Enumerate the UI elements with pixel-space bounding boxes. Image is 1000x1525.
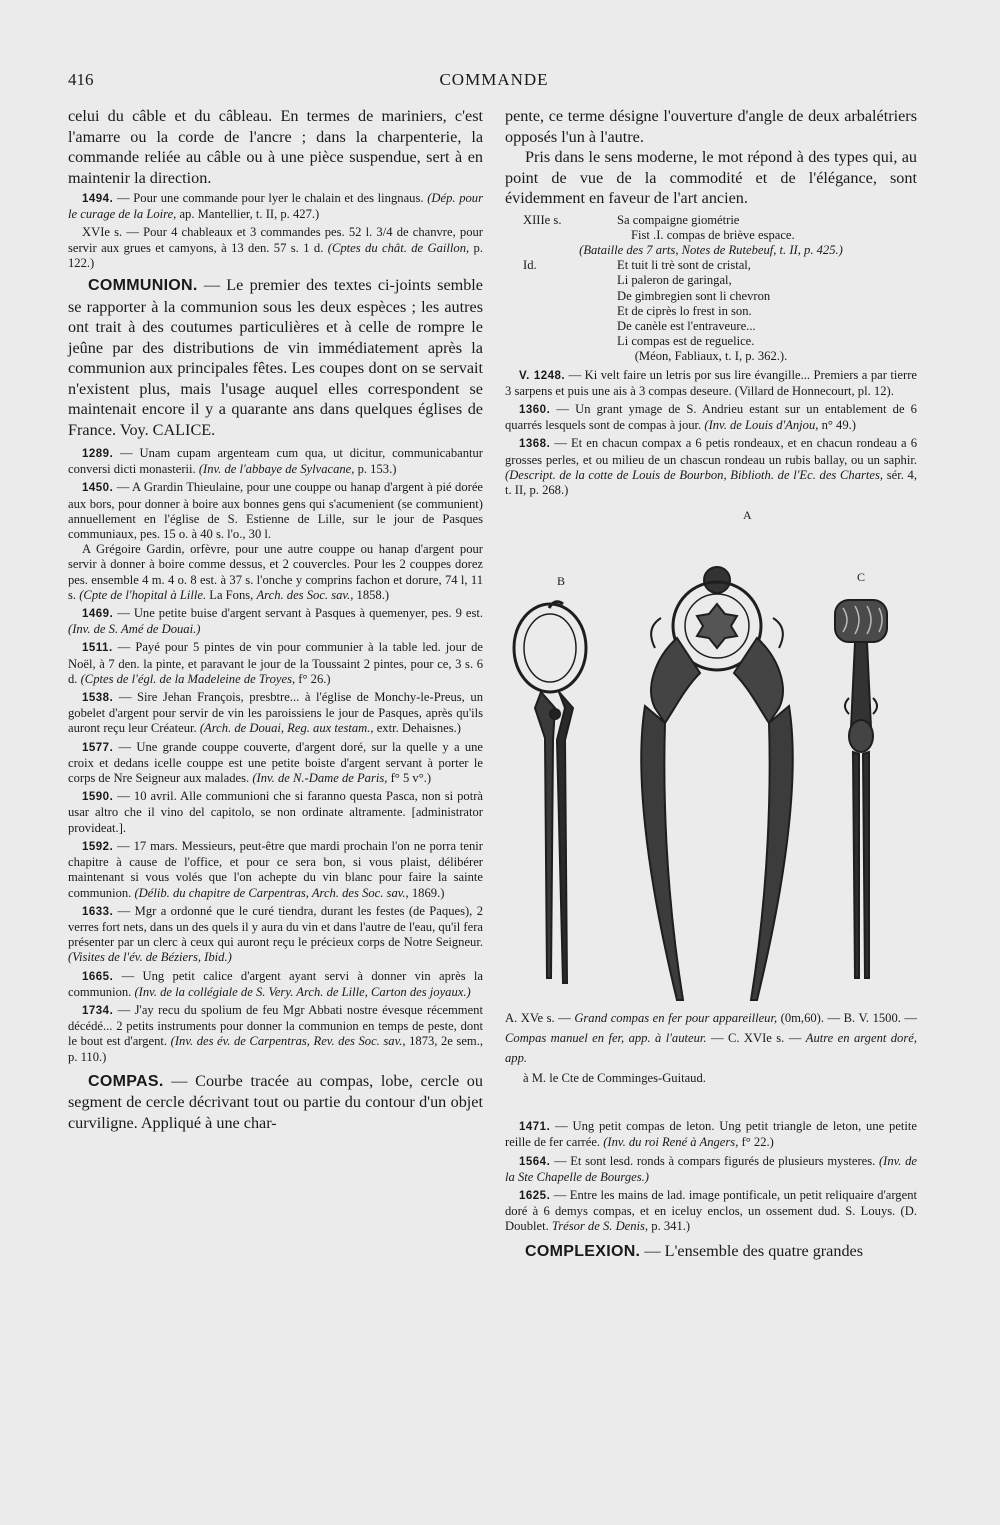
quotation: 1590. — 10 avril. Alle communioni che si faranno questa Pasca, non si potrà usar altro che il vino del capitolo, se non ordinate altramente. [administrator provideat.]. [68,789,483,835]
quotation: 1577. — Une grande couppe couverte, d'argent doré, sur la quelle y a une croix et dedans icelle couppe est une petite boiste d'argent servant à porter le corps de Nre Seigneur aux malades. (Inv. de N.-Dame de Paris, f° 5 v°.) [68,739,483,786]
figure-label-b: B [557,574,566,589]
quotation: 1538. — Sire Jehan François, presbtre... à l'église de Monchy-le-Preus, un gobelet d'argent pour servir de vin les paroissiens le jour de Pasques, après qu'ils auront reçu leur Créateur. (Arch. de Douai, Reg. aux testam., extr. Dehaisnes.) [68,690,483,736]
verse-quotation: Id. Et tuit li trè sont de cristal, Li paleron de garingal, De gimbregien sont li chevron Et de ciprès lo frest in son. De canèle est l'entraveure... Li compas est de reguelice. (Méon, Fabliaux, t. I, p. 362.). [505,258,917,364]
compasses-drawing [505,508,917,1008]
page-number: 416 [68,70,94,89]
quotation: 1494. — Pour une commande pour lyer le chalain et des lingnaus. (Dép. pour le curage de la Loire, ap. Mantellier, t. II, p. 427.) [68,191,484,222]
quotation: 1633. — Mgr a ordonné que le curé tiendra, durant les festes (de Paques), 2 verres fort nets, dans un des quels il y aura du vin et dans l'autre de l'eau, qu'il fera présenter par un clerc à ceux qui auront reçu le précieux corps de Notre Seigneur. (Visites de l'év. de Béziers, Ibid.) [68,903,483,965]
quotation: XVIe s. — Pour 4 chableaux et 3 commandes pes. 52 l. 3/4 de chanvre, pour servir aux grues et camyons, à 13 den. 57 s. 1 d. (Cptes du chât. de Gaillon, p. 122.) [68,225,483,270]
quotation: V. 1248. — Ki velt faire un letris por sus lire évangille... Premiers a par tierre 3 sarpens et puis une ais à 3 compas deseure. (Villard de Honnecourt, pl. 12). [505,367,917,398]
figure-label-a: A [743,508,752,523]
quotation: 1469. — Une petite buise d'argent servant à Pasques à quemenyer, pes. 9 est. (Inv. de S. Amé de Douai.) [68,606,483,637]
entry-term: COMPAS. [88,1072,164,1090]
paragraph: pente, ce terme désigne l'ouverture d'angle de deux arbalétriers opposés l'un à l'autre. [505,107,917,146]
right-column [505,106,917,1262]
quotation: A Grégoire Gardin, orfèvre, pour une autre couppe ou hanap d'argent pour servir à donner à boire comme dessus, et 2 couvercles. Pour les 2 couppes dorez pes. ensemble 4 m. 4 o. 8 est. à 37 s. l'onche y comprins fachon et dorure, 74 l, 11 s. (Cpte de l'hopital à Lille. La Fons, Arch. des Soc. sav., 1858.) [68,542,483,602]
verse-citation: (Méon, Fabliaux, t. I, p. 362.). [634,349,788,364]
entry-term: COMPLEXION. [525,1242,641,1260]
figure-caption: A. XVe s. — Grand compas en fer pour appareilleur, (0m,60). — B. V. 1500. — Compas manuel en fer, app. à l'auteur. — C. XVIe s. — Autre en argent doré, app. à M. le Cte de Comminges-Guitaud. [505,1011,918,1086]
entry-compas: COMPAS. — Courbe tracée au compas, lobe, cercle ou segment de cercle décrivant tout ou partie du contour d'un objet curviligne. Appliqué à une char- [68,1071,483,1132]
compasses-illustration [505,508,917,1008]
compass-b-icon [514,602,586,983]
paragraph: Pris dans le sens moderne, le mot répond à des types qui, au point de vue de la commodité et de l'élégance, sont évidemment en faveur de l'art ancien. [505,148,917,207]
compass-c-icon [835,600,887,978]
quotation: 1734. — J'ay recu du spolium de feu Mgr Abbati nostre évesque récemment décédé... 2 petits instruments pour donner la communion en temps de peste, dont le bout est d'argent. (Inv. des év. de Carpentras, Rev. des Soc. sav., 1873, 2e sem., p. 110.) [68,1002,484,1064]
quotation: 1665. — Ung petit calice d'argent ayant servi à donner vin après la communion. (Inv. de la collégiale de S. Very. Arch. de Lille, Carton des joyaux.) [68,968,483,999]
quotation: 1368. — Et en chacun compax a 6 petis rondeaux, et en chacun rondeau a 6 grosses perles, et ou milieu de un chascun rondeau un rubis ballay, ou un saphir. (Descript. de la cotte de Louis de Bourbon, Biblioth. de l'Ec. des Chartes, sér. 4, t. II, p. 268.) [505,436,917,497]
compass-a-icon [641,567,792,1000]
entry-term: COMMUNION. [88,277,198,295]
quotation: 1360. — Un grant ymage de S. Andrieu estant sur un entablement de 6 quarrés lesquels sont de compas à jour. (Inv. de Louis d'Anjou, n° 49.) [505,401,917,433]
quotation: 1289. — Unam cupam argenteam cum qua, ut dicitur, communicabantur conversi dicti monasterii. (Inv. de l'abbaye de Sylvacane, p. 153.) [68,446,483,477]
quotation: 1511. — Payé pour 5 pintes de vin pour communier à la table led. jour de Noël, à 7 den. la pinte, et paravant le jour de la Toussaint 2 pintes, pour ce, 3 s. 6 d. (Cptes de l'égl. de la Madeleine de Troyes, f° 26.) [68,640,483,686]
verse-quotation: XIIIe s. Sa compaigne giométrie Fist .I. compas de briève espace. (Bataille des 7 arts, Notes de Rutebeuf, t. II, p. 425.) [505,213,917,259]
page-header [68,70,920,96]
spacer [505,1088,917,1116]
quotation: 1471. — Ung petit compas de leton. Ung petit triangle de leton, une petite reille de fer carrée. (Inv. du roi René à Angers, f° 22.) [505,1119,917,1150]
figure-label-c: C [857,570,866,585]
running-title: COMMANDE [439,70,549,89]
left-column [68,106,483,1133]
quotation: 1625. — Entre les mains de lad. image pontificale, un petit reliquaire d'argent doré à 6 demys compas, et en iceluy enclos, un ossement dud. S. Louys. (D. Doublet. Trésor de S. Denis, p. 341.) [505,1187,917,1234]
quotation: 1450. — A Grardin Thieulaine, pour une couppe ou hanap d'argent à pié dorée aux bors, pour donner à boire aux bonnes gens qui s'acumenient (se communient) annuellement en l'église de S. Estienne de Lille, sur le jour de Pasques communiaux, pes. 15 o. à 40 s. l'o., 30 l. [68,480,483,542]
quotation: 1564. — Et sont lesd. ronds à compars figurés de plusieurs mysteres. (Inv. de la Ste Chapelle de Bourges.) [505,1153,918,1184]
entry-complexion: COMPLEXION. — L'ensemble des quatre grandes [525,1241,864,1260]
quotation: 1592. — 17 mars. Messieurs, peut-être que mardi prochain l'on ne porra tenir chapitre à cause de l'office, et pour ce sera bon, si vous plaist, délibérer maintenant si vous volés que l'on achepte du vin blanc pour faire la sainte communion. (Délib. du chapitre de Carpentras, Arch. des Soc. sav., 1869.) [68,838,483,900]
verse-citation: (Bataille des 7 arts, Notes de Rutebeuf, t. II, p. 425.) [579,242,843,257]
paragraph: celui du câble et du câbleau. En termes de mariniers, c'est l'amarre ou la corde de l'ancre ; dans la charpenterie, la commande reliée au câble ou à une pièce suspendue, sert à en maintenir la direction. [68,107,483,187]
entry-communion: COMMUNION. — Le premier des textes ci-joints semble se rapporter à la communion sous les deux espèces ; les autres ont trait à des coutumes particulières et à celle de rompre le jeûne par des distributions de vin immédiatement après la communion aux principales fêtes. Les coupes dont on se servait n'existent plus, mais l'usage auquel elles correspondent se maintenait encore il y a quarante ans dans quelques églises de France. Voy. CALICE. [68,276,483,439]
